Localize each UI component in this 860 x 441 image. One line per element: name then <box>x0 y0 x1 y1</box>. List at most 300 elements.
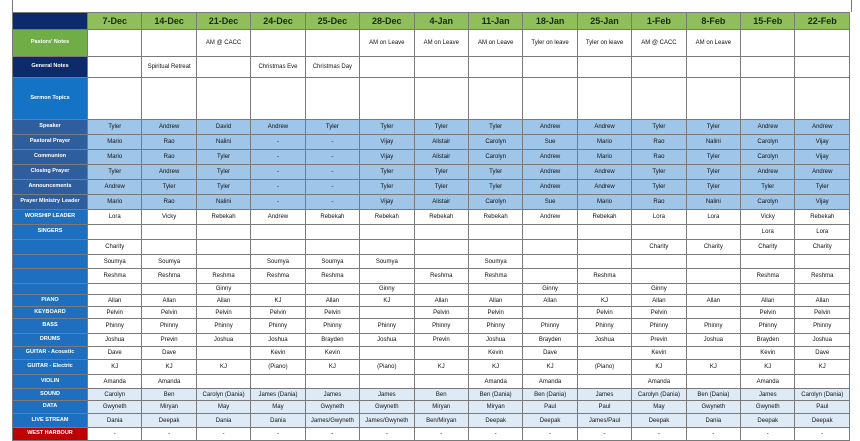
roster-cell[interactable]: AM on Leave <box>360 30 414 57</box>
roster-cell[interactable]: Reshma <box>88 269 142 284</box>
roster-cell[interactable]: Pelvin <box>795 307 850 319</box>
date-header[interactable]: 18-Jan <box>523 13 577 30</box>
roster-cell[interactable] <box>686 347 740 360</box>
roster-cell[interactable]: Carolyn <box>741 135 795 150</box>
roster-cell[interactable]: Soumya <box>142 255 196 269</box>
roster-cell[interactable] <box>523 225 577 240</box>
roster-cell[interactable]: Amanda <box>468 375 522 389</box>
roster-cell[interactable]: James <box>577 389 631 401</box>
roster-cell[interactable]: - <box>251 428 305 441</box>
roster-cell[interactable]: Vicky <box>142 210 196 225</box>
roster-cell[interactable]: - <box>251 150 305 165</box>
roster-cell[interactable] <box>305 30 359 57</box>
roster-cell[interactable]: Gwyneth <box>88 401 142 414</box>
roster-cell[interactable]: Carolyn (Dania) <box>795 389 850 401</box>
roster-cell[interactable]: KJ <box>523 360 577 375</box>
roster-cell[interactable]: Pelvin <box>88 307 142 319</box>
roster-cell[interactable]: Charity <box>686 240 740 255</box>
row-label[interactable]: SINGERS <box>13 225 88 240</box>
roster-cell[interactable]: Andrew <box>523 150 577 165</box>
roster-cell[interactable]: Vijay <box>795 135 850 150</box>
roster-cell[interactable]: KJ <box>305 360 359 375</box>
date-header[interactable]: 8-Feb <box>686 13 740 30</box>
roster-cell[interactable]: Reshma <box>795 269 850 284</box>
roster-cell[interactable]: KJ <box>251 295 305 307</box>
roster-cell[interactable]: Andrew <box>577 120 631 135</box>
row-label[interactable]: Pastors' Notes <box>13 30 88 57</box>
roster-cell[interactable] <box>305 284 359 295</box>
roster-cell[interactable]: Spiritual Retreat <box>142 57 196 78</box>
roster-cell[interactable] <box>196 375 250 389</box>
roster-cell[interactable]: Ben (Dania) <box>468 389 522 401</box>
roster-cell[interactable]: Pelvin <box>142 307 196 319</box>
roster-cell[interactable]: Tyler <box>632 120 686 135</box>
roster-cell[interactable] <box>251 284 305 295</box>
roster-cell[interactable] <box>88 30 142 57</box>
roster-cell[interactable]: Phinny <box>632 319 686 334</box>
roster-cell[interactable]: Pelvin <box>305 307 359 319</box>
roster-cell[interactable]: Reshma <box>468 269 522 284</box>
roster-cell[interactable]: KJ <box>360 295 414 307</box>
date-header[interactable]: 7-Dec <box>88 13 142 30</box>
roster-cell[interactable]: KJ <box>686 360 740 375</box>
roster-cell[interactable]: Deepak <box>741 414 795 428</box>
roster-cell[interactable]: Reshma <box>577 269 631 284</box>
roster-cell[interactable]: James <box>741 389 795 401</box>
roster-cell[interactable]: Rao <box>632 195 686 210</box>
roster-cell[interactable]: Andrew <box>795 120 850 135</box>
roster-cell[interactable]: - <box>88 428 142 441</box>
roster-cell[interactable]: Mario <box>88 195 142 210</box>
roster-cell[interactable] <box>196 255 250 269</box>
roster-cell[interactable] <box>686 57 740 78</box>
roster-cell[interactable]: Joshua <box>577 334 631 347</box>
roster-cell[interactable]: Charity <box>741 240 795 255</box>
roster-cell[interactable]: - <box>251 135 305 150</box>
roster-cell[interactable]: Vijay <box>795 150 850 165</box>
roster-cell[interactable]: Dave <box>88 347 142 360</box>
roster-cell[interactable] <box>142 240 196 255</box>
roster-cell[interactable]: Soumya <box>360 255 414 269</box>
roster-cell[interactable]: Pelvin <box>468 307 522 319</box>
roster-cell[interactable]: Joshua <box>468 334 522 347</box>
roster-cell[interactable]: Paul <box>523 401 577 414</box>
roster-cell[interactable]: - <box>305 165 359 180</box>
roster-cell[interactable]: Pelvin <box>741 307 795 319</box>
roster-cell[interactable] <box>577 375 631 389</box>
roster-cell[interactable]: Tyler <box>196 180 250 195</box>
roster-cell[interactable]: - <box>795 428 850 441</box>
row-label[interactable]: Communion <box>13 150 88 165</box>
roster-cell[interactable]: Carolyn <box>741 195 795 210</box>
roster-cell[interactable]: Brayden <box>741 334 795 347</box>
roster-cell[interactable]: Carolyn <box>468 135 522 150</box>
roster-cell[interactable]: Dave <box>795 347 850 360</box>
roster-cell[interactable]: Phinny <box>142 319 196 334</box>
roster-cell[interactable]: Tyler <box>741 180 795 195</box>
roster-cell[interactable] <box>142 225 196 240</box>
roster-cell[interactable]: Alistair <box>414 195 468 210</box>
roster-cell[interactable] <box>360 57 414 78</box>
roster-cell[interactable]: Allan <box>196 295 250 307</box>
roster-cell[interactable]: Mario <box>577 135 631 150</box>
roster-cell[interactable]: Reshma <box>142 269 196 284</box>
roster-cell[interactable] <box>577 284 631 295</box>
roster-cell[interactable] <box>741 284 795 295</box>
roster-cell[interactable]: Tyler <box>468 180 522 195</box>
roster-cell[interactable]: Tyler <box>360 120 414 135</box>
roster-cell[interactable]: - <box>523 428 577 441</box>
roster-cell[interactable] <box>305 240 359 255</box>
roster-cell[interactable]: Andrew <box>741 165 795 180</box>
roster-cell[interactable]: Reshma <box>196 269 250 284</box>
roster-cell[interactable]: (Piano) <box>577 360 631 375</box>
row-label[interactable] <box>13 240 88 255</box>
roster-cell[interactable]: Pelvin <box>577 307 631 319</box>
roster-cell[interactable]: AM on Leave <box>414 30 468 57</box>
roster-cell[interactable]: Joshua <box>360 334 414 347</box>
roster-cell[interactable]: Joshua <box>88 334 142 347</box>
roster-cell[interactable]: Vijay <box>360 150 414 165</box>
roster-cell[interactable] <box>142 30 196 57</box>
roster-cell[interactable]: Rebekah <box>468 210 522 225</box>
roster-cell[interactable] <box>795 30 850 57</box>
roster-cell[interactable]: Rebekah <box>577 210 631 225</box>
roster-cell[interactable]: Tyler <box>686 120 740 135</box>
roster-cell[interactable] <box>88 57 142 78</box>
roster-cell[interactable] <box>196 78 250 120</box>
row-label[interactable]: DATA <box>13 401 88 414</box>
roster-cell[interactable] <box>577 240 631 255</box>
roster-cell[interactable]: James/Gwyneth <box>360 414 414 428</box>
roster-cell[interactable] <box>251 225 305 240</box>
roster-cell[interactable]: Andrew <box>251 120 305 135</box>
roster-cell[interactable] <box>360 375 414 389</box>
roster-cell[interactable] <box>632 269 686 284</box>
roster-cell[interactable]: Allan <box>88 295 142 307</box>
roster-cell[interactable]: Allan <box>414 295 468 307</box>
roster-cell[interactable]: James (Dania) <box>251 389 305 401</box>
roster-cell[interactable] <box>795 78 850 120</box>
roster-cell[interactable]: Andrew <box>142 165 196 180</box>
roster-cell[interactable]: Lora <box>686 210 740 225</box>
roster-cell[interactable] <box>632 225 686 240</box>
row-label[interactable]: SOUND <box>13 389 88 401</box>
roster-cell[interactable]: Kevin <box>632 347 686 360</box>
roster-cell[interactable]: Christmas Eve <box>251 57 305 78</box>
roster-cell[interactable]: Phinny <box>251 319 305 334</box>
roster-cell[interactable]: Joshua <box>196 334 250 347</box>
roster-cell[interactable]: Carolyn (Dania) <box>196 389 250 401</box>
roster-cell[interactable]: Gwyneth <box>305 401 359 414</box>
roster-cell[interactable]: Tyler <box>88 165 142 180</box>
roster-cell[interactable]: (Piano) <box>360 360 414 375</box>
roster-cell[interactable] <box>632 57 686 78</box>
roster-cell[interactable]: Phinny <box>741 319 795 334</box>
row-label[interactable]: General Notes <box>13 57 88 78</box>
roster-cell[interactable]: KJ <box>88 360 142 375</box>
roster-cell[interactable] <box>577 225 631 240</box>
row-label[interactable] <box>13 284 88 295</box>
roster-cell[interactable]: Deepak <box>632 414 686 428</box>
roster-cell[interactable]: - <box>142 428 196 441</box>
roster-cell[interactable]: - <box>305 135 359 150</box>
roster-cell[interactable]: Brayden <box>523 334 577 347</box>
roster-cell[interactable] <box>88 225 142 240</box>
roster-cell[interactable] <box>360 225 414 240</box>
roster-cell[interactable]: AM on Leave <box>686 30 740 57</box>
roster-cell[interactable]: Pelvin <box>196 307 250 319</box>
roster-cell[interactable] <box>795 57 850 78</box>
roster-cell[interactable]: Deepak <box>523 414 577 428</box>
date-header[interactable]: 25-Jan <box>577 13 631 30</box>
roster-cell[interactable]: Allan <box>468 295 522 307</box>
roster-cell[interactable] <box>196 57 250 78</box>
roster-cell[interactable]: Tyler <box>686 180 740 195</box>
roster-cell[interactable]: KJ <box>414 360 468 375</box>
roster-cell[interactable]: Mario <box>88 150 142 165</box>
roster-cell[interactable]: Nalini <box>196 195 250 210</box>
roster-cell[interactable]: Gwyneth <box>360 401 414 414</box>
roster-cell[interactable]: Phinny <box>468 319 522 334</box>
roster-cell[interactable]: Andrew <box>88 180 142 195</box>
roster-cell[interactable]: KJ <box>632 360 686 375</box>
roster-cell[interactable]: Tyler <box>632 165 686 180</box>
roster-cell[interactable]: Andrew <box>523 120 577 135</box>
date-header[interactable]: 15-Feb <box>741 13 795 30</box>
roster-cell[interactable]: Tyler <box>142 180 196 195</box>
roster-cell[interactable]: Tyler on leave <box>577 30 631 57</box>
roster-cell[interactable]: Christmas Day <box>305 57 359 78</box>
roster-cell[interactable] <box>360 269 414 284</box>
roster-cell[interactable] <box>686 269 740 284</box>
roster-cell[interactable]: Charity <box>88 240 142 255</box>
roster-cell[interactable]: Nalini <box>686 135 740 150</box>
date-header[interactable]: 25-Dec <box>305 13 359 30</box>
roster-cell[interactable]: Amanda <box>88 375 142 389</box>
roster-cell[interactable] <box>468 240 522 255</box>
roster-cell[interactable]: Reshma <box>741 269 795 284</box>
roster-cell[interactable] <box>523 57 577 78</box>
roster-cell[interactable] <box>686 284 740 295</box>
roster-cell[interactable] <box>88 78 142 120</box>
roster-cell[interactable]: Kevin <box>468 347 522 360</box>
roster-cell[interactable]: Sue <box>523 195 577 210</box>
row-label[interactable] <box>13 269 88 284</box>
roster-cell[interactable]: Joshua <box>686 334 740 347</box>
roster-cell[interactable]: Amanda <box>523 375 577 389</box>
roster-cell[interactable]: Rao <box>142 195 196 210</box>
roster-cell[interactable]: Amanda <box>741 375 795 389</box>
roster-cell[interactable]: Ben/Miryan <box>414 414 468 428</box>
roster-cell[interactable] <box>305 225 359 240</box>
roster-cell[interactable]: (Piano) <box>251 360 305 375</box>
roster-cell[interactable]: - <box>196 428 250 441</box>
date-header[interactable]: 14-Dec <box>142 13 196 30</box>
roster-cell[interactable] <box>523 240 577 255</box>
roster-cell[interactable] <box>577 78 631 120</box>
roster-cell[interactable] <box>795 255 850 269</box>
roster-cell[interactable]: Deepak <box>468 414 522 428</box>
roster-cell[interactable]: Charity <box>632 240 686 255</box>
roster-cell[interactable]: Rao <box>632 150 686 165</box>
roster-cell[interactable] <box>686 307 740 319</box>
roster-cell[interactable]: Nalini <box>686 195 740 210</box>
roster-cell[interactable]: James/Paul <box>577 414 631 428</box>
roster-cell[interactable] <box>795 375 850 389</box>
roster-cell[interactable]: Tyler <box>360 165 414 180</box>
roster-cell[interactable]: - <box>741 428 795 441</box>
row-label[interactable]: LIVE STREAM <box>13 414 88 428</box>
roster-cell[interactable] <box>251 375 305 389</box>
row-label[interactable]: Speaker <box>13 120 88 135</box>
roster-cell[interactable]: Alistair <box>414 135 468 150</box>
row-label[interactable]: PIANO <box>13 295 88 307</box>
roster-cell[interactable]: Tyler <box>414 165 468 180</box>
roster-cell[interactable]: Deepak <box>142 414 196 428</box>
row-label[interactable]: BASS <box>13 319 88 334</box>
roster-cell[interactable] <box>468 78 522 120</box>
roster-cell[interactable]: Tyler <box>686 165 740 180</box>
roster-cell[interactable] <box>142 78 196 120</box>
roster-cell[interactable]: - <box>251 180 305 195</box>
roster-cell[interactable]: - <box>468 428 522 441</box>
roster-cell[interactable]: David <box>196 120 250 135</box>
roster-cell[interactable]: Allan <box>632 295 686 307</box>
roster-cell[interactable]: Dania <box>251 414 305 428</box>
roster-cell[interactable]: James <box>305 389 359 401</box>
roster-cell[interactable]: Carolyn <box>741 150 795 165</box>
roster-cell[interactable]: Miryan <box>468 401 522 414</box>
roster-cell[interactable]: James <box>360 389 414 401</box>
date-header[interactable]: 4-Jan <box>414 13 468 30</box>
roster-cell[interactable]: May <box>196 401 250 414</box>
roster-cell[interactable] <box>468 284 522 295</box>
roster-cell[interactable]: KJ <box>142 360 196 375</box>
roster-cell[interactable]: - <box>360 428 414 441</box>
date-header[interactable]: 1-Feb <box>632 13 686 30</box>
roster-cell[interactable] <box>686 375 740 389</box>
roster-cell[interactable]: Rao <box>142 150 196 165</box>
roster-cell[interactable]: Andrew <box>523 180 577 195</box>
roster-cell[interactable]: Kevin <box>741 347 795 360</box>
roster-cell[interactable]: James/Gwyneth <box>305 414 359 428</box>
date-header[interactable]: 28-Dec <box>360 13 414 30</box>
roster-cell[interactable] <box>360 307 414 319</box>
roster-cell[interactable]: Ben (Dania) <box>686 389 740 401</box>
roster-cell[interactable]: Dania <box>88 414 142 428</box>
roster-cell[interactable] <box>795 284 850 295</box>
roster-cell[interactable]: Vijay <box>360 195 414 210</box>
date-header[interactable]: 22-Feb <box>795 13 850 30</box>
roster-cell[interactable]: Rebekah <box>305 210 359 225</box>
roster-cell[interactable]: Tyler <box>360 180 414 195</box>
roster-cell[interactable] <box>523 255 577 269</box>
roster-cell[interactable]: Previn <box>142 334 196 347</box>
roster-cell[interactable]: Reshma <box>251 269 305 284</box>
roster-cell[interactable] <box>196 240 250 255</box>
roster-cell[interactable]: - <box>632 428 686 441</box>
roster-cell[interactable]: Allan <box>305 295 359 307</box>
roster-cell[interactable]: Dania <box>196 414 250 428</box>
roster-cell[interactable]: Gwyneth <box>741 401 795 414</box>
roster-cell[interactable] <box>632 78 686 120</box>
roster-cell[interactable] <box>632 255 686 269</box>
roster-cell[interactable]: Phinny <box>88 319 142 334</box>
roster-cell[interactable] <box>468 225 522 240</box>
roster-cell[interactable]: Paul <box>577 401 631 414</box>
roster-cell[interactable] <box>305 375 359 389</box>
row-label[interactable]: GUITAR - Electric <box>13 360 88 375</box>
roster-cell[interactable] <box>523 78 577 120</box>
roster-cell[interactable]: Andrew <box>795 165 850 180</box>
roster-cell[interactable]: May <box>251 401 305 414</box>
roster-cell[interactable]: Mario <box>88 135 142 150</box>
roster-cell[interactable] <box>741 30 795 57</box>
roster-cell[interactable] <box>414 284 468 295</box>
roster-cell[interactable]: Phinny <box>686 319 740 334</box>
roster-cell[interactable] <box>360 78 414 120</box>
roster-cell[interactable] <box>577 347 631 360</box>
roster-cell[interactable]: Soumya <box>251 255 305 269</box>
roster-cell[interactable]: Tyler <box>88 120 142 135</box>
roster-cell[interactable]: Soumya <box>305 255 359 269</box>
roster-cell[interactable]: Miryan <box>142 401 196 414</box>
roster-cell[interactable]: Tyler <box>632 180 686 195</box>
roster-cell[interactable]: Carolyn (Dania) <box>632 389 686 401</box>
roster-cell[interactable] <box>577 57 631 78</box>
roster-cell[interactable]: Tyler <box>468 120 522 135</box>
roster-cell[interactable]: Vijay <box>360 135 414 150</box>
roster-cell[interactable]: Andrew <box>577 180 631 195</box>
roster-cell[interactable] <box>414 375 468 389</box>
roster-cell[interactable]: Amanda <box>142 375 196 389</box>
roster-cell[interactable]: AM @ CACC <box>196 30 250 57</box>
roster-cell[interactable]: - <box>251 165 305 180</box>
roster-cell[interactable] <box>468 57 522 78</box>
roster-cell[interactable]: Pelvin <box>251 307 305 319</box>
roster-cell[interactable]: - <box>577 428 631 441</box>
date-header[interactable]: 24-Dec <box>251 13 305 30</box>
roster-cell[interactable]: Allan <box>523 295 577 307</box>
roster-cell[interactable]: Allan <box>741 295 795 307</box>
roster-cell[interactable]: Lora <box>632 210 686 225</box>
roster-cell[interactable]: Ben <box>142 389 196 401</box>
row-label[interactable]: VIOLIN <box>13 375 88 389</box>
row-label[interactable]: Announcements <box>13 180 88 195</box>
roster-cell[interactable]: Ben <box>414 389 468 401</box>
roster-cell[interactable]: Tyler <box>468 165 522 180</box>
roster-cell[interactable] <box>142 284 196 295</box>
roster-cell[interactable]: Ben (Dania) <box>523 389 577 401</box>
roster-cell[interactable]: Rebekah <box>360 210 414 225</box>
date-header[interactable]: 21-Dec <box>196 13 250 30</box>
roster-cell[interactable]: Previn <box>414 334 468 347</box>
roster-cell[interactable]: Carolyn <box>88 389 142 401</box>
roster-cell[interactable] <box>414 225 468 240</box>
roster-cell[interactable]: Gwyneth <box>686 401 740 414</box>
roster-cell[interactable]: Kevin <box>305 347 359 360</box>
roster-cell[interactable]: Lora <box>741 225 795 240</box>
roster-cell[interactable]: Andrew <box>523 165 577 180</box>
roster-cell[interactable]: Carolyn <box>468 195 522 210</box>
roster-cell[interactable]: KJ <box>741 360 795 375</box>
roster-cell[interactable] <box>686 255 740 269</box>
roster-cell[interactable] <box>414 78 468 120</box>
roster-cell[interactable]: Allan <box>795 295 850 307</box>
roster-cell[interactable] <box>741 57 795 78</box>
row-label[interactable]: Closing Prayer <box>13 165 88 180</box>
